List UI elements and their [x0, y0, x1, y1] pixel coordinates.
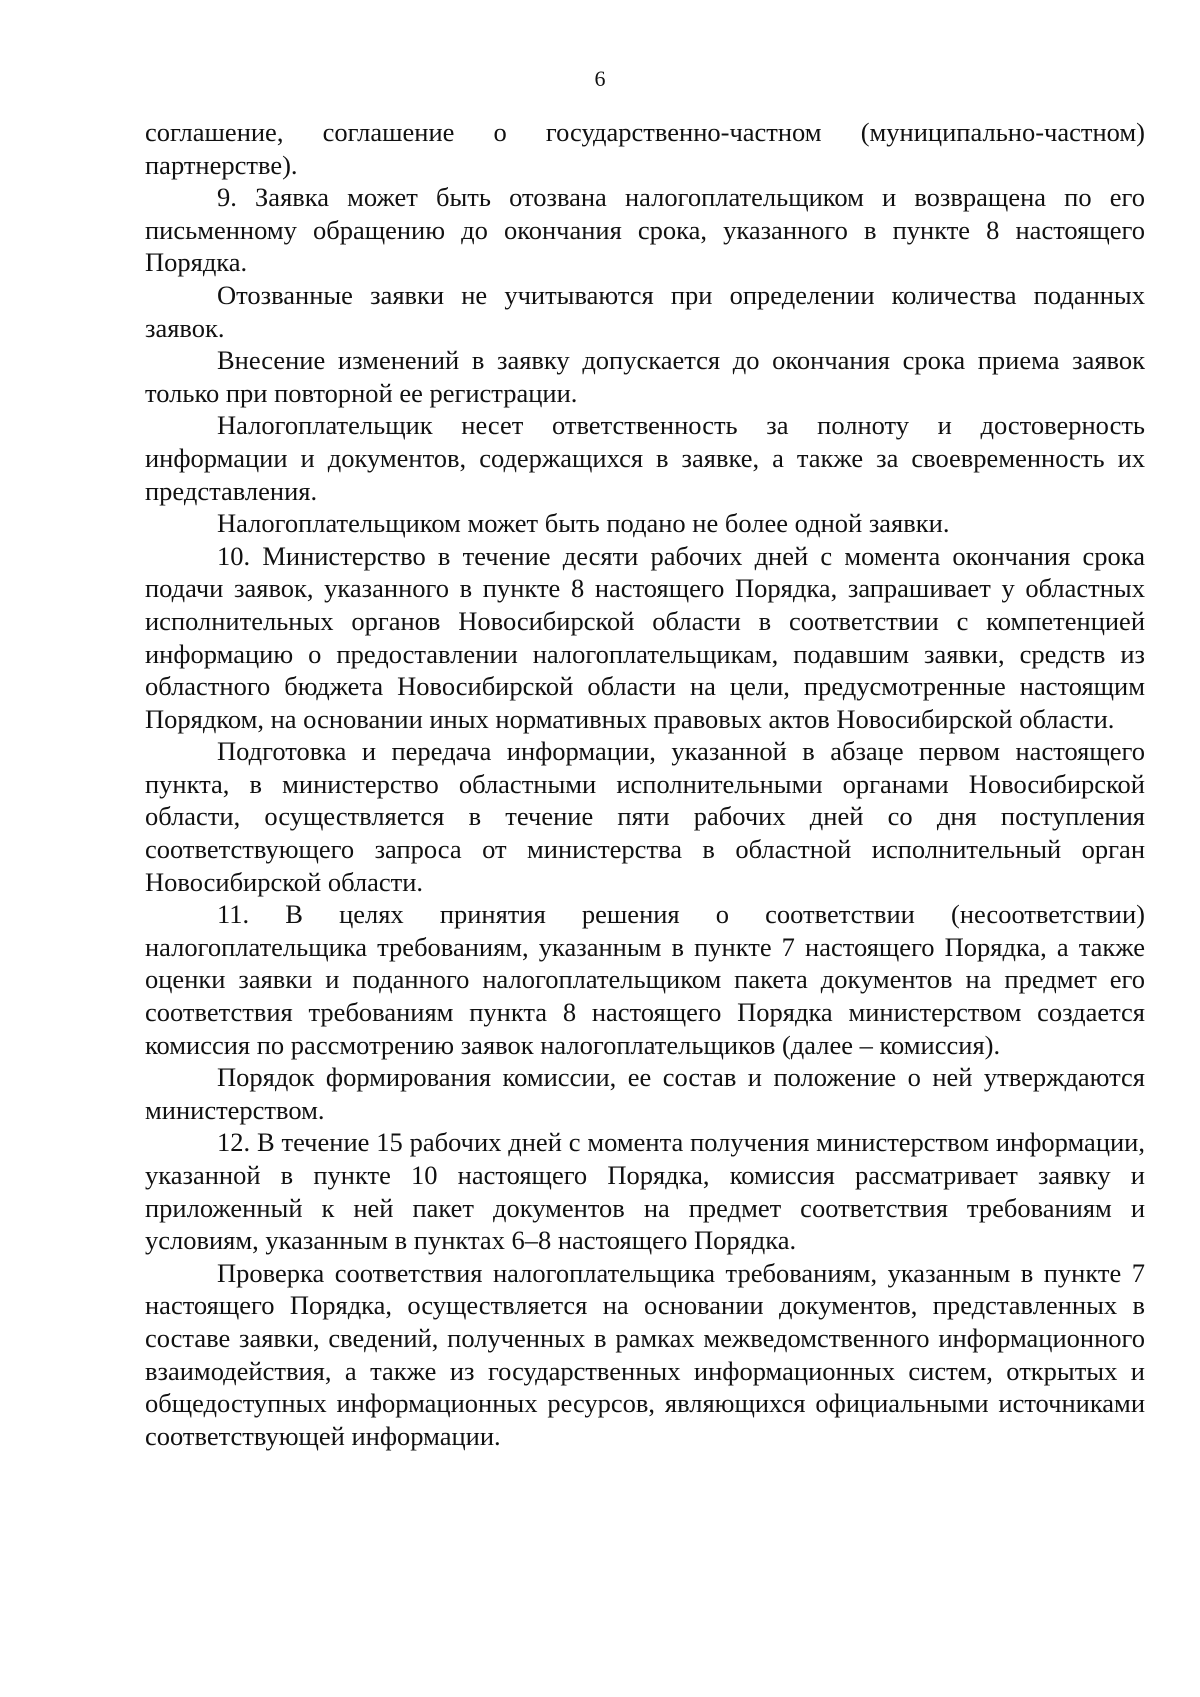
page-number: 6 — [594, 66, 606, 91]
paragraph-1: соглашение, соглашение о государственно-частном (муниципально-частном) партнерстве). — [145, 117, 1145, 180]
paragraph-11: 12. В течение 15 рабочих дней с момента получения министерством информации, указанной в пункте 10 настоящего Порядка, комиссия рассматривает заявку и приложенный к ней пакет документов на предмет соответствия требованиям и условиям, указанным в пунктах 6–8 настоящего Порядка. — [145, 1127, 1145, 1256]
paragraph-7: 10. Министерство в течение десяти рабочих дней с момента окончания срока подачи заявок, указанного в пункте 8 настоящего Порядка, запрашивает у областных исполнительных органов Новосибирской области в соответствии с компетенцией информацию о предоставлении налогоплательщикам, подавшим заявки, средств из областного бюджета Новосибирской области на цели, предусмотренные настоящим Порядком, на основании иных нормативных правовых актов Новосибирской области. — [145, 540, 1145, 734]
paragraph-4: Внесение изменений в заявку допускается до окончания срока приема заявок только при повторной ее регистрации. — [145, 345, 1145, 408]
paragraph-12: Проверка соответствия налогоплательщика требованиям, указанным в пункте 7 настоящего Порядка, осуществляется на основании документов, представленных в составе заявки, сведений, полученных в рамках межведомственного информационного взаимодействия, а также из государственных информационных систем, открытых и общедоступных информационных ресурсов, являющихся официальными источниками соответствующей информации. — [145, 1257, 1145, 1451]
paragraph-3: Отозванные заявки не учитываются при определении количества поданных заявок. — [145, 279, 1145, 343]
paragraph-10: Порядок формирования комиссии, ее состав и положение о ней утверждаются министерством. — [145, 1062, 1145, 1125]
paragraph-2: 9. Заявка может быть отозвана налогоплательщиком и возвращена по его письменному обращению до окончания срока, указанного в пункте 8 настоящего Порядка. — [145, 182, 1145, 278]
paragraph-9: 11. В целях принятия решения о соответствии (несоответствии) налогоплательщика требованиям, указанным в пункте 7 настоящего Порядка, а также оценки заявки и поданного налогоплательщиком пакета документов на предмет его соответствия требованиям пункта 8 настоящего Порядка министерством создается комиссия по рассмотрению заявок налогоплательщиков (далее – комиссия). — [145, 899, 1145, 1060]
paragraph-6: Налогоплательщиком может быть подано не более одной заявки. — [217, 508, 950, 539]
paragraph-5: Налогоплательщик несет ответственность за полноту и достоверность информации и документов, содержащихся в заявке, а также за своевременность их представления. — [145, 410, 1145, 506]
document-body — [145, 116, 1145, 1452]
paragraph-8: Подготовка и передача информации, указанной в абзаце первом настоящего пункта, в министерство областными исполнительными органами Новосибирской области, осуществляется в течение пяти рабочих дней со дня поступления соответствующего запроса от министерства в областной исполнительный орган Новосибирской области. — [145, 736, 1145, 897]
